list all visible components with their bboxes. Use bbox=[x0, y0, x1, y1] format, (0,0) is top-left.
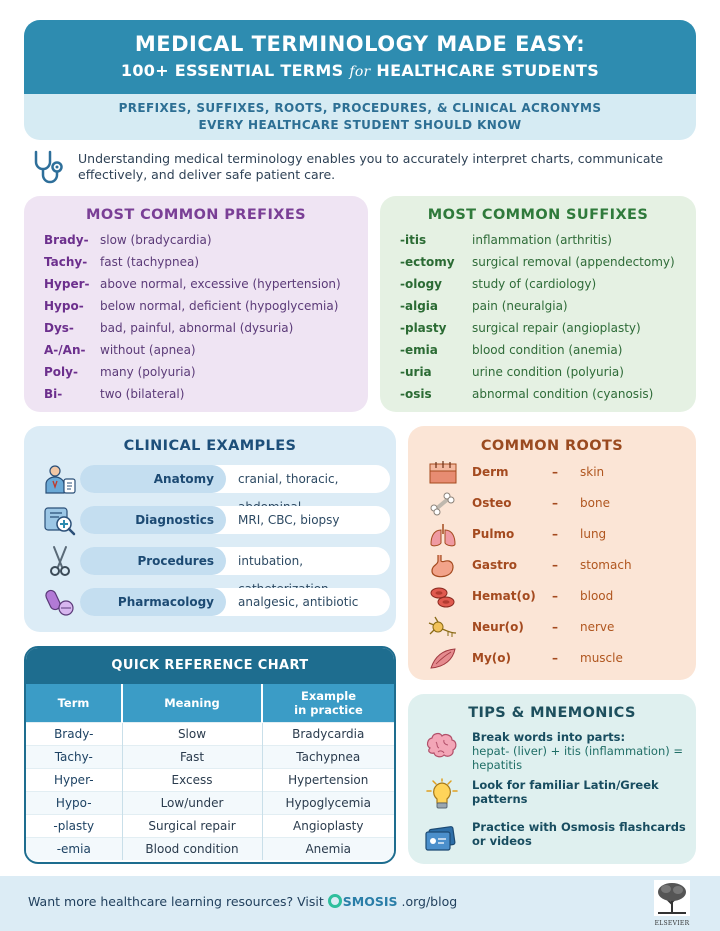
column-header-line: Example bbox=[301, 688, 356, 703]
list-item bbox=[44, 273, 368, 295]
table-cell: Surgical repair bbox=[122, 814, 262, 837]
table-row bbox=[26, 814, 394, 837]
tips-title: TIPS & MNEMONICS bbox=[468, 705, 636, 721]
root-term: Osteo bbox=[472, 496, 512, 510]
quick-reference-title: QUICK REFERENCE CHART bbox=[26, 648, 394, 684]
prefixes-card bbox=[24, 196, 368, 412]
osmosis-logo-icon bbox=[328, 894, 342, 908]
elsevier-tree-icon bbox=[654, 880, 690, 916]
prefix-term: A-/An- bbox=[44, 343, 86, 357]
list-item bbox=[400, 251, 696, 273]
tip-heading: Practice with Osmosis flashcards or videos bbox=[472, 820, 686, 848]
column-header-line: in practice bbox=[294, 702, 363, 717]
blood-cells-icon bbox=[428, 584, 458, 610]
header-title-bar bbox=[24, 20, 696, 94]
root-dash: – bbox=[552, 651, 558, 665]
clinical-label: Pharmacology bbox=[80, 588, 226, 616]
suffix-term: -uria bbox=[400, 365, 432, 379]
anatomy-icon bbox=[42, 463, 78, 495]
table-header-row bbox=[26, 684, 394, 722]
common-roots-card bbox=[408, 426, 696, 680]
clinical-pill bbox=[80, 588, 390, 616]
tip-item bbox=[422, 778, 692, 814]
list-item bbox=[400, 361, 696, 383]
table-row bbox=[26, 722, 394, 745]
suffix-desc: surgical repair (angioplasty) bbox=[472, 321, 641, 335]
list-item bbox=[44, 251, 368, 273]
subtitle-part1: 100+ ESSENTIAL TERMS bbox=[120, 61, 344, 80]
prefix-desc: bad, painful, abnormal (dysuria) bbox=[100, 321, 294, 335]
root-term: My(o) bbox=[472, 651, 511, 665]
clinical-row-pharmacology bbox=[42, 586, 392, 618]
table-cell: Angioplasty bbox=[262, 814, 394, 837]
prefixes-title: MOST COMMON PREFIXES bbox=[86, 207, 306, 223]
prefix-desc: many (polyuria) bbox=[100, 365, 196, 379]
root-dash: – bbox=[552, 527, 558, 541]
prefix-term: Hyper- bbox=[44, 277, 90, 291]
quick-reference-table bbox=[26, 684, 394, 860]
tip-heading: Look for familiar Latin/Greek patterns bbox=[472, 778, 659, 806]
list-item bbox=[400, 229, 696, 251]
publisher-label: ELSEVIER bbox=[654, 920, 690, 927]
tip-text bbox=[472, 730, 692, 772]
neuron-icon bbox=[428, 615, 458, 641]
elsevier-logo bbox=[650, 880, 694, 926]
table-cell: -emia bbox=[26, 837, 122, 860]
tip-text bbox=[472, 820, 692, 848]
suffixes-card bbox=[380, 196, 696, 412]
suffix-term: -itis bbox=[400, 233, 427, 247]
prefix-term: Dys- bbox=[44, 321, 74, 335]
list-item bbox=[400, 273, 696, 295]
root-dash: – bbox=[552, 465, 558, 479]
table-cell: Blood condition bbox=[122, 837, 262, 860]
muscle-icon bbox=[428, 646, 458, 672]
clinical-value: analgesic, antibiotic bbox=[238, 595, 359, 609]
suffixes-title: MOST COMMON SUFFIXES bbox=[427, 207, 649, 223]
subtitle-part2: HEALTHCARE STUDENTS bbox=[376, 61, 600, 80]
tip-item bbox=[422, 820, 692, 856]
table-cell: Low/under bbox=[122, 791, 262, 814]
bone-icon bbox=[428, 491, 458, 517]
tip-detail: hepat- (liver) + itis (inflammation) = hepatitis bbox=[472, 744, 684, 772]
suffix-desc: urine condition (polyuria) bbox=[472, 365, 624, 379]
table-cell: Hypertension bbox=[262, 768, 394, 791]
clinical-value: MRI, CBC, biopsy bbox=[238, 513, 340, 527]
list-item bbox=[44, 339, 368, 361]
prefix-desc: slow (bradycardia) bbox=[100, 233, 212, 247]
list-item bbox=[400, 383, 696, 405]
suffix-desc: blood condition (anemia) bbox=[472, 343, 623, 357]
prefix-desc: two (bilateral) bbox=[100, 387, 185, 401]
clinical-examples-card bbox=[24, 426, 396, 632]
diagnostics-icon bbox=[42, 504, 78, 536]
table-cell: Anemia bbox=[262, 837, 394, 860]
clinical-label: Diagnostics bbox=[80, 506, 226, 534]
table-cell: Hypo- bbox=[26, 791, 122, 814]
table-cell: Fast bbox=[122, 745, 262, 768]
suffix-desc: abnormal condition (cyanosis) bbox=[472, 387, 654, 401]
intro-text: Understanding medical terminology enables you to accurately interpret charts, communicate effectively, and deliver safe patient care. bbox=[78, 151, 664, 182]
tip-item bbox=[422, 730, 692, 774]
root-dash: – bbox=[552, 589, 558, 603]
prefix-term: Poly- bbox=[44, 365, 78, 379]
root-meaning: bone bbox=[580, 496, 610, 510]
clinical-value: cranial, thoracic, bbox=[238, 472, 339, 486]
intro bbox=[28, 148, 688, 188]
root-dash: – bbox=[552, 496, 558, 510]
header-tagline bbox=[24, 100, 696, 134]
root-term: Neur(o) bbox=[472, 620, 524, 634]
prefix-list bbox=[24, 223, 368, 405]
osmosis-brand: SMOSIS bbox=[342, 894, 398, 909]
header-banner bbox=[24, 20, 696, 140]
clinical-pill bbox=[80, 547, 390, 575]
root-term: Derm bbox=[472, 465, 509, 479]
suffix-term: -plasty bbox=[400, 321, 447, 335]
osmosis-link[interactable] bbox=[328, 894, 398, 909]
root-row bbox=[428, 489, 688, 520]
brain-icon bbox=[422, 730, 460, 766]
prefix-desc: below normal, deficient (hypoglycemia) bbox=[100, 299, 339, 313]
stomach-icon bbox=[428, 553, 458, 579]
page-subtitle bbox=[24, 56, 696, 80]
footer bbox=[0, 876, 720, 931]
root-row bbox=[428, 613, 688, 644]
prefix-desc: fast (tachypnea) bbox=[100, 255, 200, 269]
clinical-pill bbox=[80, 506, 390, 534]
roots-title: COMMON ROOTS bbox=[480, 438, 624, 454]
page-title: MEDICAL TERMINOLOGY MADE EASY: bbox=[134, 32, 586, 56]
list-item bbox=[44, 361, 368, 383]
suffix-term: -osis bbox=[400, 387, 432, 401]
prefix-desc: above normal, excessive (hypertension) bbox=[100, 277, 341, 291]
table-cell: Excess bbox=[122, 768, 262, 791]
root-term: Hemat(o) bbox=[472, 589, 536, 603]
suffix-term: -ectomy bbox=[400, 255, 455, 269]
quick-reference-card bbox=[24, 646, 396, 864]
table-row bbox=[26, 837, 394, 860]
flashcards-icon bbox=[422, 820, 460, 856]
tip-heading: Break words into parts: bbox=[472, 730, 626, 744]
scissors-icon bbox=[42, 545, 78, 577]
table-cell: -plasty bbox=[26, 814, 122, 837]
table-cell: Hyper- bbox=[26, 768, 122, 791]
suffix-desc: surgical removal (appendectomy) bbox=[472, 255, 675, 269]
column-header: Term bbox=[26, 684, 122, 722]
clinical-pill bbox=[80, 465, 390, 493]
suffix-list bbox=[380, 223, 696, 405]
table-cell: Tachy- bbox=[26, 745, 122, 768]
clinical-label: Procedures bbox=[80, 547, 226, 575]
tagline-line1: PREFIXES, SUFFIXES, ROOTS, PROCEDURES, & CLINICAL ACRONYMS bbox=[118, 101, 602, 115]
prefix-term: Brady- bbox=[44, 233, 89, 247]
root-meaning: skin bbox=[580, 465, 605, 479]
table-cell: Tachypnea bbox=[262, 745, 394, 768]
clinical-row-diagnostics bbox=[42, 504, 392, 536]
lungs-icon bbox=[428, 522, 458, 548]
pills-icon bbox=[42, 586, 78, 618]
list-item bbox=[44, 383, 368, 405]
table-row bbox=[26, 791, 394, 814]
suffix-desc: pain (neuralgia) bbox=[472, 299, 568, 313]
list-item bbox=[44, 229, 368, 251]
root-dash: – bbox=[552, 558, 558, 572]
clinical-value: intubation, bbox=[238, 554, 304, 568]
root-row bbox=[428, 582, 688, 613]
root-dash: – bbox=[552, 620, 558, 634]
tagline-line2: EVERY HEALTHCARE STUDENT SHOULD KNOW bbox=[198, 118, 522, 132]
clinical-row-procedures bbox=[42, 545, 392, 577]
prefix-term: Tachy- bbox=[44, 255, 88, 269]
root-row bbox=[428, 551, 688, 582]
list-item bbox=[400, 317, 696, 339]
prefix-term: Bi- bbox=[44, 387, 63, 401]
root-row bbox=[428, 644, 688, 675]
prefix-term: Hypo- bbox=[44, 299, 84, 313]
clinical-row-anatomy bbox=[42, 463, 392, 495]
root-row bbox=[428, 520, 688, 551]
root-meaning: nerve bbox=[580, 620, 615, 634]
clinical-label: Anatomy bbox=[80, 465, 226, 493]
table-cell: Brady- bbox=[26, 722, 122, 745]
table-cell: Bradycardia bbox=[262, 722, 394, 745]
list-item bbox=[44, 317, 368, 339]
root-meaning: stomach bbox=[580, 558, 632, 572]
root-meaning: lung bbox=[580, 527, 607, 541]
table-cell: Slow bbox=[122, 722, 262, 745]
suffix-term: -ology bbox=[400, 277, 442, 291]
footer-text bbox=[28, 894, 457, 909]
tip-text bbox=[472, 778, 692, 806]
suffix-term: -algia bbox=[400, 299, 438, 313]
suffix-desc: inflammation (arthritis) bbox=[472, 233, 612, 247]
root-meaning: muscle bbox=[580, 651, 623, 665]
suffix-term: -emia bbox=[400, 343, 438, 357]
table-row bbox=[26, 745, 394, 768]
table-cell: Hypoglycemia bbox=[262, 791, 394, 814]
root-row bbox=[428, 458, 688, 489]
column-header: Meaning bbox=[122, 684, 262, 722]
clinical-title: CLINICAL EXAMPLES bbox=[123, 438, 297, 454]
stethoscope-icon bbox=[28, 148, 68, 188]
tips-card bbox=[408, 694, 696, 864]
suffix-desc: study of (cardiology) bbox=[472, 277, 597, 291]
list-item bbox=[44, 295, 368, 317]
root-term: Pulmo bbox=[472, 527, 515, 541]
root-term: Gastro bbox=[472, 558, 517, 572]
list-item bbox=[400, 295, 696, 317]
list-item bbox=[400, 339, 696, 361]
skin-icon bbox=[428, 460, 458, 486]
footer-url-suffix[interactable]: .org/blog bbox=[401, 894, 458, 909]
root-meaning: blood bbox=[580, 589, 614, 603]
subtitle-for: for bbox=[349, 64, 371, 80]
prefix-desc: without (apnea) bbox=[100, 343, 196, 357]
table-row bbox=[26, 768, 394, 791]
lightbulb-icon bbox=[422, 778, 460, 814]
footer-prompt: Want more healthcare learning resources? Visit bbox=[28, 894, 324, 909]
column-header bbox=[262, 684, 394, 722]
